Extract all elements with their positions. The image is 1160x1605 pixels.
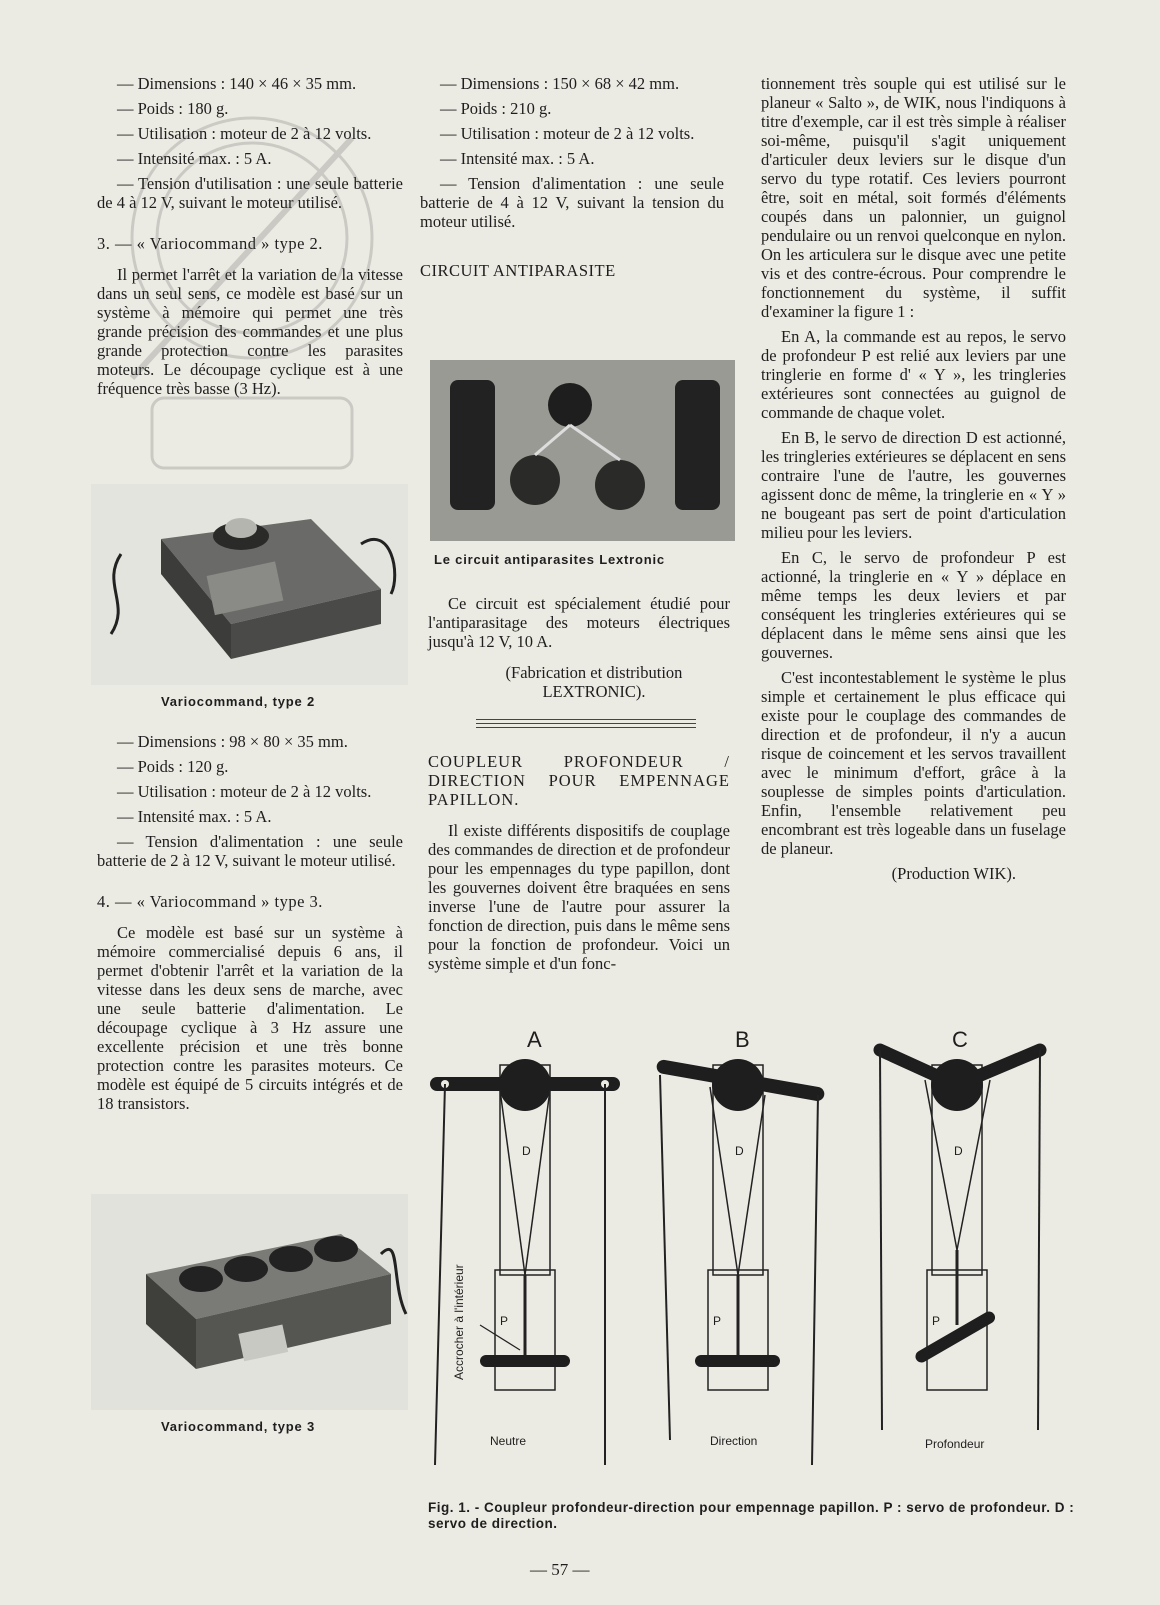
spec-line: — Intensité max. : 5 A. bbox=[440, 149, 595, 168]
circuit-photo-caption: Le circuit antiparasites Lextronic bbox=[434, 552, 665, 567]
photo1-caption: Variocommand, type 2 bbox=[161, 694, 315, 709]
servo-d-label: D bbox=[522, 1144, 531, 1158]
paragraph: En B, le servo de direction D est actionné, les tringleries extérieures se déplacent en sens contraire l'une de l'autre, les gouvernes agissent donc de même, la tringlerie en « Y » ne bougeant pas sert de point d'articulation milieu pour les leviers. bbox=[761, 428, 1066, 542]
paragraph: Il permet l'arrêt et la variation de la vitesse dans un seul sens, ce modèle est basé sur un système à mémoire qui permet une très grande précision des commandes et une plus grande protection contre les parasites moteurs. Le découpage cyclique est à une fréquence très basse (3 Hz). bbox=[97, 265, 403, 398]
panel-letter: B bbox=[735, 1027, 750, 1052]
spec-line: — Utilisation : moteur de 2 à 12 volts. bbox=[117, 124, 372, 143]
spec-line: — Intensité max. : 5 A. bbox=[117, 807, 272, 826]
credit-line: (Fabrication et distribution bbox=[505, 663, 683, 682]
spec-line: — Poids : 180 g. bbox=[117, 99, 229, 118]
bottom-label: Profondeur bbox=[925, 1437, 985, 1451]
page-number: — 57 — bbox=[530, 1560, 590, 1579]
bottom-label: Neutre bbox=[490, 1434, 527, 1448]
figure-caption: Fig. 1. - Coupleur profondeur-direction pour empennage papillon. P : servo de profondeur. D : servo de direction. bbox=[428, 1500, 1075, 1531]
watermark-stamp bbox=[92, 78, 452, 498]
paragraph: Il existe différents dispositifs de couplage des commandes de direction et de profondeur pour les empennages du type papillon, dont les gouvernes doivent être braquées en sens inverse l'une de l'autre pour assurer la fonction de direction, puis dans le même sens pour la fonction de profondeur. Voici un système simple et d'un fonc- bbox=[428, 821, 730, 973]
paragraph: C'est incontestablement le système le plus simple et certainement le plus efficace qui existe pour le couplage des commandes de direction et de profondeur, il n'y a aucun risque de coincement et les servos travaillent avec le minimum d'effort, grâce à la souplesse de simples points d'articulation. Enfin, l'ensemble relativement peu encombrant est très logeable dans un fuselage de planeur. bbox=[761, 668, 1066, 858]
servo-p-label: P bbox=[932, 1314, 941, 1328]
column-2 bbox=[420, 74, 724, 292]
panel-b bbox=[656, 1027, 826, 1465]
variocommand-type2-photo bbox=[91, 484, 408, 685]
variocommand-type3-photo bbox=[91, 1194, 408, 1410]
servo-d-label: D bbox=[954, 1144, 963, 1158]
servo-p-label: P bbox=[713, 1314, 722, 1328]
credit-line: (Production WIK). bbox=[891, 864, 1016, 883]
spec-line: — Utilisation : moteur de 2 à 12 volts. bbox=[117, 782, 372, 801]
panel-letter: C bbox=[952, 1027, 968, 1052]
paragraph: En A, la commande est au repos, le servo de profondeur P est relié aux leviers par une tringlerie en forme d' « Y », les tringleries extérieures sont connectées au guignol de commande de chaque volet. bbox=[761, 327, 1066, 422]
side-label: Accrocher à l'intérieur bbox=[452, 1264, 466, 1380]
spec-line: — Tension d'alimentation : une seule batterie de 2 à 12 V, suivant le moteur utilisé. bbox=[97, 832, 403, 870]
panel-letter: A bbox=[527, 1027, 542, 1052]
panel-c bbox=[880, 1027, 1040, 1451]
panel-a bbox=[430, 1027, 620, 1465]
credit-line: LEXTRONIC). bbox=[542, 682, 646, 701]
spec-line: — Poids : 120 g. bbox=[117, 757, 229, 776]
spec-line: — Dimensions : 98 × 80 × 35 mm. bbox=[117, 732, 348, 751]
column-2-lower bbox=[428, 594, 730, 979]
spec-line: — Tension d'alimentation : une seule batterie de 4 à 12 V, suivant la tension du moteur utilisé. bbox=[420, 174, 724, 231]
spec-line: — Dimensions : 150 × 68 × 42 mm. bbox=[440, 74, 680, 93]
separator bbox=[476, 719, 696, 728]
paragraph: En C, le servo de profondeur P est actionné, la tringlerie en « Y » déplace en même temps les deux leviers et par conséquent les tringleries extérieures qui se déplacent dans le même sens ainsi que les gouvernes. bbox=[761, 548, 1066, 662]
bottom-label: Direction bbox=[710, 1434, 758, 1448]
photo2-caption: Variocommand, type 3 bbox=[161, 1419, 315, 1434]
section-heading-3: 3. — « Variocommand » type 2. bbox=[97, 234, 323, 253]
paragraph: Ce modèle est basé sur un système à mémoire commercialisé depuis 6 ans, il permet d'obtenir l'arrêt et la variation de la vitesse dans les deux sens de marche, avec une seule batterie d'alimentation. Le découpage cyclique à 3 Hz assure une excellente précision et une très bonne protection contre les parasites moteurs. Ce modèle est équipé de 5 circuits intégrés et de 18 transistors. bbox=[97, 923, 403, 1113]
column-1-lower bbox=[97, 732, 403, 1119]
spec-line: — Poids : 210 g. bbox=[440, 99, 552, 118]
antiparasite-circuit-photo bbox=[430, 360, 735, 541]
servo-p-label: P bbox=[500, 1314, 509, 1328]
figure-1-diagram bbox=[425, 1025, 1080, 1485]
section-heading-4: 4. — « Variocommand » type 3. bbox=[97, 892, 323, 911]
spec-line: — Dimensions : 140 × 46 × 35 mm. bbox=[117, 74, 357, 93]
heading-circuit: CIRCUIT ANTIPARASITE bbox=[420, 261, 616, 280]
paragraph: tionnement très souple qui est utilisé sur le planeur « Salto », de WIK, nous l'indiquons à titre d'exemple, car il est très simple à réaliser soi-même, puisqu'il s'agit uniquement d'articuler deux leviers sur le disque d'un servo du type rotatif. Ces leviers pourront être, soit en métal, soit formés d'éléments coupés dans un palonnier, un guignol pendulaire ou un renvoi quelconque en nylon. On les articulera sur le disque avec une petite vis et des contre-écrous. Pour comprendre le fonctionnement du système, il suffit d'examiner la figure 1 : bbox=[761, 74, 1066, 321]
column-3 bbox=[761, 74, 1066, 889]
spec-line: — Intensité max. : 5 A. bbox=[117, 149, 272, 168]
spec-line: — Tension d'utilisation : une seule batterie de 4 à 12 V, suivant le moteur utilisé. bbox=[97, 174, 403, 212]
servo-d-label: D bbox=[735, 1144, 744, 1158]
heading-coupleur: COUPLEUR PROFONDEUR / DIRECTION POUR EMPENNAGE PAPILLON. bbox=[428, 752, 730, 809]
spec-line: — Utilisation : moteur de 2 à 12 volts. bbox=[440, 124, 695, 143]
paragraph: Ce circuit est spécialement étudié pour l'antiparasitage des moteurs électriques jusqu'à 12 V, 10 A. bbox=[428, 594, 730, 651]
